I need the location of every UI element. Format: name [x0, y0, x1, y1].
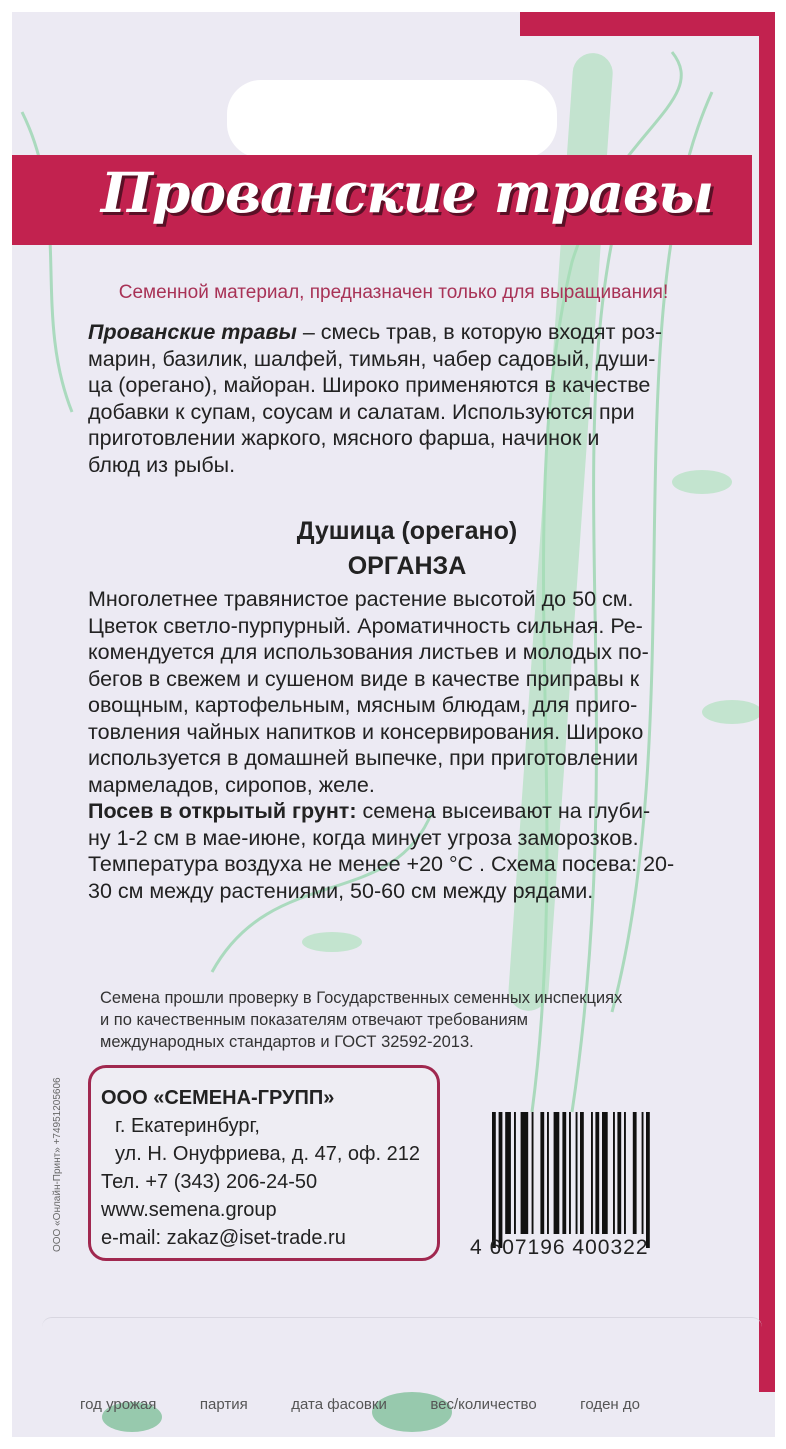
description-line: Цветок светло-пурпурный. Ароматичность сильная. Ре- — [88, 613, 643, 638]
barcode-bar — [595, 1112, 599, 1234]
printer-info: ООО «Онлайн-Принт» +74951205606 — [52, 1077, 63, 1252]
sowing-line: Температура воздуха не менее +20 °С . Схема посева: 20- — [88, 852, 675, 876]
intro-line: – смесь трав, в которую входят роз- — [296, 320, 663, 344]
barcode-bar — [617, 1112, 621, 1234]
barcode-bar — [642, 1112, 644, 1234]
barcode-bar — [613, 1112, 615, 1234]
intro-paragraph — [88, 319, 662, 478]
corner-band — [520, 12, 775, 36]
intro-line: марин, базилик, шалфей, тимьян, чабер садовый, души- — [88, 346, 656, 371]
barcode-bar — [505, 1112, 511, 1234]
packing-date-label: дата фасовки — [291, 1396, 387, 1413]
intro-line: ца (орегано), майоран. Широко применяются в качестве — [88, 373, 651, 397]
barcode-bar — [514, 1112, 516, 1234]
barcode-bar — [624, 1112, 626, 1234]
description-line: Многолетнее травянистое растение высотой до 50 см. — [88, 587, 634, 611]
barcode-bar — [492, 1112, 496, 1248]
company-phone: Тел. +7 (343) 206-24-50 — [101, 1171, 318, 1193]
barcode-bar — [554, 1112, 560, 1234]
company-web: www.semena.group — [101, 1199, 277, 1221]
sowing-bold: Посев в открытый грунт: — [88, 799, 357, 823]
barcode-bar — [532, 1112, 534, 1234]
description-line: мармеладов, сиропов, желе. — [88, 772, 375, 797]
hang-hole — [227, 80, 557, 158]
barcode-bar — [633, 1112, 637, 1234]
barcode-bar — [562, 1112, 566, 1234]
batch-label: партия — [199, 1396, 248, 1413]
company-address-box — [88, 1065, 440, 1261]
company-email: e-mail: zakaz@iset-trade.ru — [101, 1227, 346, 1249]
intro-line: блюд из рыбы. — [88, 452, 236, 477]
harvest-year-label: год урожая — [80, 1396, 157, 1413]
fill-in-labels — [80, 1396, 640, 1413]
barcode-bar — [602, 1112, 608, 1234]
barcode-digits: 4 607196 400322 — [470, 1236, 649, 1259]
variety-name: Душица (орегано) — [296, 517, 518, 545]
sowing-line: ну 1-2 см в мае-июне, когда минует угроза заморозков. — [88, 825, 639, 850]
description-line: овощным, картофельным, мясным блюдам, для приго- — [88, 693, 638, 717]
description-line: бегов в свежем и сушеном виде в качестве приправы к — [88, 666, 640, 691]
description-line: используется в домашней выпечке, при приготовлении — [88, 746, 639, 770]
cert-line: и по качественным показателям отвечают требованиям — [100, 1011, 529, 1029]
barcode-bar — [521, 1112, 529, 1234]
company-city: г. Екатеринбург, — [115, 1115, 260, 1137]
intro-line: приготовлении жаркого, мясного фарша, начинок и — [88, 426, 600, 450]
description — [88, 586, 674, 904]
intro-bold: Прованские травы — [88, 320, 297, 344]
barcode-bar — [591, 1112, 593, 1234]
sowing-line: 30 см между растениями, 50-60 см между рядами. — [88, 878, 594, 903]
description-line: товления чайных напитков и консервирования. Широко — [88, 719, 644, 744]
barcode-bar — [580, 1112, 584, 1234]
barcode-bar — [540, 1112, 544, 1234]
intro-line: добавки к супам, соусам и салатам. Используются при — [88, 399, 635, 424]
product-title: Прованские травы — [100, 160, 714, 225]
weight-label: вес/количество — [430, 1396, 537, 1413]
barcode-bar — [547, 1112, 549, 1234]
barcode-bar — [646, 1112, 650, 1248]
description-line: комендуется для использования листьев и молодых по- — [88, 640, 649, 664]
cert-line: Семена прошли проверку в Государственных семенных инспекциях — [100, 989, 623, 1007]
sowing-line: семена высеивают на глуби- — [356, 799, 651, 823]
seed-packet-back — [12, 12, 775, 1437]
company-name: ООО «СЕМЕНА-ГРУПП» — [101, 1087, 335, 1109]
company-street: ул. Н. Онуфриева, д. 47, оф. 212 — [115, 1143, 420, 1165]
barcode-bar — [576, 1112, 578, 1234]
side-band — [759, 12, 775, 1392]
certification — [100, 987, 622, 1053]
cultivar-name: ОРГАНЗА — [347, 552, 467, 580]
cert-line: международных стандартов и ГОСТ 32592-2013. — [100, 1033, 474, 1051]
barcode — [480, 1112, 702, 1252]
barcode-bar — [569, 1112, 571, 1234]
disclaimer: Семенной материал, предназначен только для выращивания! — [118, 282, 669, 303]
expiry-label: годен до — [580, 1396, 640, 1413]
barcode-bar — [499, 1112, 503, 1248]
